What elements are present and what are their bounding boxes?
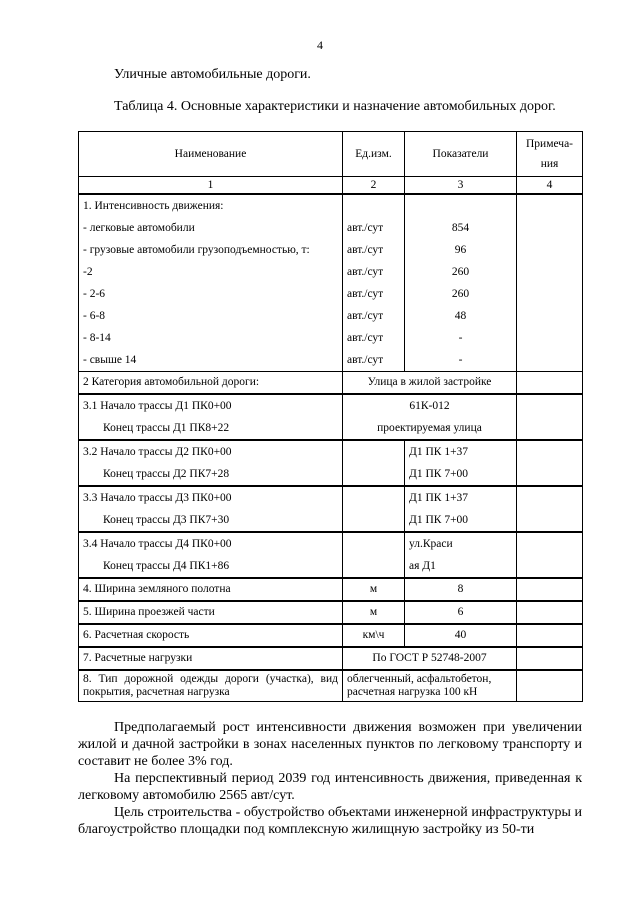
intensity-unit — [347, 195, 400, 217]
table-header-row — [79, 132, 583, 177]
table-row-route-d1 — [79, 394, 583, 440]
table-row-pavement-type — [79, 670, 583, 702]
table-row-design-loads — [79, 647, 583, 670]
route-end-value: проектируемая улица — [377, 421, 482, 434]
carriageway-width-unit: м — [343, 601, 405, 624]
design-speed-unit: км\ч — [343, 624, 405, 647]
intensity-name: - легковые автомобили — [83, 222, 195, 234]
table-title: Таблица 4. Основные характеристики и назначение автомобильных дорог. — [114, 99, 556, 114]
route-d4-unit — [343, 532, 405, 578]
route-d1-notes — [517, 394, 583, 440]
table-row-design-speed — [79, 624, 583, 647]
table-row-category — [79, 372, 583, 394]
subgrade-width-name: 4. Ширина земляного полотна — [79, 578, 343, 601]
table-row-route-d2 — [79, 440, 583, 486]
intensity-value: 48 — [454, 310, 467, 322]
category-notes — [517, 372, 583, 394]
route-end: Конец трассы Д2 ПК7+28 — [103, 467, 230, 480]
route-end: Конец трассы Д3 ПК7+30 — [103, 513, 230, 526]
intensity-unit: авт./сут — [347, 310, 384, 322]
route-d3-values — [405, 486, 517, 532]
intensity-value: 260 — [451, 266, 470, 278]
route-d1-names — [79, 394, 343, 440]
intensity-name: - 2-6 — [83, 288, 106, 300]
carriageway-width-notes — [517, 601, 583, 624]
route-end: Конец трассы Д1 ПК8+22 — [103, 421, 230, 434]
route-start: 3.2 Начало трассы Д2 ПК0+00 — [83, 445, 232, 458]
table-row-subgrade-width — [79, 578, 583, 601]
intensity-notes — [517, 194, 583, 372]
design-loads-value: По ГОСТ Р 52748-2007 — [343, 647, 517, 670]
col-number-2: 2 — [343, 177, 405, 195]
intensity-unit: авт./сут — [347, 288, 384, 300]
intensity-value — [409, 195, 512, 217]
route-d4-notes — [517, 532, 583, 578]
carriageway-width-name: 5. Ширина проезжей части — [79, 601, 343, 624]
intensity-names — [79, 194, 343, 372]
route-end-value: Д1 ПК 7+00 — [409, 513, 469, 526]
paragraph: Цель строительства - обустройство объектами инженерной инфраструктуры и благоустройство площадки под комплексную жилищную застройку из 50-ти — [78, 805, 582, 837]
paragraph: Предполагаемый рост интенсивности движения возможен при увеличении жилой и дачной застройки в зонах населенных пунктов по легковому транспорту и составит не более 3% год. — [78, 720, 582, 769]
col-number-4: 4 — [517, 177, 583, 195]
route-end: Конец трассы Д4 ПК1+86 — [103, 559, 230, 572]
intensity-value: 260 — [451, 288, 470, 300]
header-values: Показатели — [405, 132, 517, 177]
design-speed-value: 40 — [405, 624, 517, 647]
header-notes: Примеча- ния — [517, 132, 583, 177]
intensity-unit: авт./сут — [347, 222, 384, 234]
route-d4-names — [79, 532, 343, 578]
intensity-value: 96 — [454, 244, 467, 256]
carriageway-width-value: 6 — [405, 601, 517, 624]
route-end-value: ая Д1 — [409, 559, 436, 572]
col-number-1: 1 — [79, 177, 343, 195]
route-d2-values — [405, 440, 517, 486]
pavement-type-value: облегченный, асфальтобетон, расчетная нагрузка 100 кН — [343, 670, 517, 702]
page-number: 4 — [317, 38, 323, 52]
intensity-unit: авт./сут — [347, 244, 384, 256]
route-start: 3.1 Начало трассы Д1 ПК0+00 — [83, 399, 232, 412]
paragraph: На перспективный период 2039 год интенсивность движения, приведенная к легковому автомобилю 2565 авт/сут. — [78, 771, 582, 803]
route-d4-values — [405, 532, 517, 578]
header-name: Наименование — [79, 132, 343, 177]
intensity-values — [405, 194, 517, 372]
table-row-route-d3 — [79, 486, 583, 532]
intensity-unit: авт./сут — [347, 354, 384, 366]
intensity-name: - 6-8 — [83, 310, 106, 322]
intensity-value: - — [458, 354, 463, 366]
section-heading: Уличные автомобильные дороги. — [114, 67, 311, 82]
intensity-value: 854 — [451, 222, 470, 234]
intensity-name: - свыше 14 — [83, 354, 137, 366]
design-speed-notes — [517, 624, 583, 647]
column-number-row — [79, 177, 583, 195]
route-start-value: Д1 ПК 1+37 — [409, 445, 469, 458]
intensity-name: 1. Интенсивность движения: — [83, 200, 224, 212]
table-row-intensity — [79, 194, 583, 372]
pavement-type-name: 8. Тип дорожной одежды дороги (участка), вид покрытия, расчетная нагрузка — [79, 670, 343, 702]
subgrade-width-unit: м — [343, 578, 405, 601]
subgrade-width-notes — [517, 578, 583, 601]
route-d3-notes — [517, 486, 583, 532]
route-d3-names — [79, 486, 343, 532]
design-speed-name: 6. Расчетная скорость — [79, 624, 343, 647]
design-loads-name: 7. Расчетные нагрузки — [79, 647, 343, 670]
intensity-unit: авт./сут — [347, 266, 384, 278]
route-start-value: ул.Краси — [409, 537, 453, 550]
route-start: 3.4 Начало трассы Д4 ПК0+00 — [83, 537, 232, 550]
intensity-units — [343, 194, 405, 372]
route-d2-notes — [517, 440, 583, 486]
route-start: 3.3 Начало трассы Д3 ПК0+00 — [83, 491, 232, 504]
pavement-type-notes — [517, 670, 583, 702]
route-d2-unit — [343, 440, 405, 486]
col-number-3: 3 — [405, 177, 517, 195]
subgrade-width-value: 8 — [405, 578, 517, 601]
route-d3-unit — [343, 486, 405, 532]
route-d1-values — [343, 394, 517, 440]
route-d2-names — [79, 440, 343, 486]
route-start-value: 61К-012 — [409, 399, 450, 412]
road-characteristics-table — [78, 131, 583, 702]
intensity-name: -2 — [83, 266, 93, 278]
table-row-route-d4 — [79, 532, 583, 578]
intensity-unit: авт./сут — [347, 332, 384, 344]
intensity-name: - грузовые автомобили грузоподъемностью, т: — [83, 244, 310, 256]
intensity-name: - 8-14 — [83, 332, 111, 344]
design-loads-notes — [517, 647, 583, 670]
intensity-value: - — [458, 332, 463, 344]
body-text — [78, 719, 582, 838]
table-row-carriageway-width — [79, 601, 583, 624]
route-start-value: Д1 ПК 1+37 — [409, 491, 469, 504]
route-end-value: Д1 ПК 7+00 — [409, 467, 469, 480]
category-value: Улица в жилой застройке — [343, 372, 517, 394]
header-unit: Ед.изм. — [343, 132, 405, 177]
category-name: 2 Категория автомобильной дороги: — [79, 372, 343, 394]
